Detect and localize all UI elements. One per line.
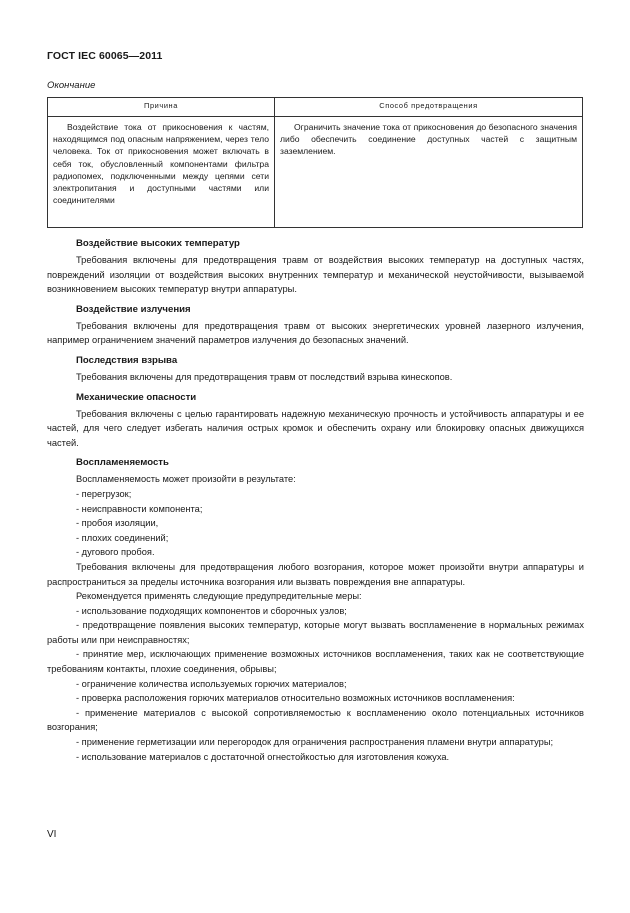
paragraph: Требования включены для предотвращения травм от последствий взрыва кинескопов. xyxy=(76,371,453,382)
section-heading-explosion: Последствия взрыва xyxy=(76,354,178,366)
list-item: - дугового пробоя. xyxy=(76,547,155,558)
table-cell-cause: Воздействие тока от прикосновения к частям, находящимся под опасным напряжением, через тело человека. Ток от прикосновения может включать в себя ток, обусловленный компонентами фильтра радиопомех, подключенными между цепями сети электропитания и доступными частями или соединителями xyxy=(48,117,275,228)
list-item: - применение материалов с высокой сопротивляемостью к воспламенению около потенциальных источников возгорания; xyxy=(47,707,584,733)
table-row xyxy=(48,117,583,228)
list-item: - неисправности компонента; xyxy=(76,503,203,514)
list-item: - использование подходящих компонентов и сборочных узлов; xyxy=(76,605,347,616)
document-header: ГОСТ IEC 60065—2011 xyxy=(47,50,163,62)
paragraph: Требования включены с целью гарантировать надежную механическую прочность и устойчивость аппаратуры и ее частей, для чего следует избегать наличия острых кромок и обеспечить охрану или блокировку опасных движущихся частей. xyxy=(47,408,584,448)
column-header-cause: Причина xyxy=(48,98,275,117)
list-item: - принятие мер, исключающих применение возможных источников воспламенения, таких как не соответствующие требованиям контакты, плохие соединения, обрывы; xyxy=(47,649,584,675)
section-heading-radiation: Воздействие излучения xyxy=(76,303,191,315)
list-item: - проверка расположения горючих материалов относительно возможных источников воспламенения: xyxy=(76,693,515,704)
section-heading-high-temp: Воздействие высоких температур xyxy=(76,238,240,249)
section-heading-flammability: Воспламеняемость xyxy=(76,457,169,469)
list-item: - применение герметизации или перегородок для ограничения распространения пламени внутри аппаратуры; xyxy=(76,737,554,748)
paragraph: Требования включены для предотвращения травм от воздействия высоких температур на доступных частях, повреждений изоляции от воздействия высоких внутренних температур и механической неустойчивости, вызываемой возникновением высоких температур внутри аппаратуры. xyxy=(47,255,584,295)
page-number: VI xyxy=(47,829,57,840)
table-continuation-label: Окончание xyxy=(47,80,96,91)
list-item: - пробоя изоляции, xyxy=(76,518,159,529)
paragraph: Требования включены для предотвращения любого возгорания, которое может произойти внутри аппаратуры и распространиться за пределы источника возгорания или вызвать повреждения вне аппаратуры. xyxy=(47,561,584,587)
document-body xyxy=(47,236,584,764)
list-item: - ограничение количества используемых горючих материалов; xyxy=(76,678,347,689)
column-header-prevention: Способ предотвращения xyxy=(275,98,583,117)
list-item: - использование материалов с достаточной огнестойкостью для изготовления кожуха. xyxy=(76,751,450,762)
list-item: - плохих соединений; xyxy=(76,532,169,543)
list-item: - предотвращение появления высоких температур, которые могут вызвать воспламенение в нормальных режимах работы или при неисправностях; xyxy=(47,620,584,645)
section-heading-mechanical: Механические опасности xyxy=(76,391,197,403)
table-cell-prevention: Ограничить значение тока от прикосновения до безопасного значения либо обеспечить соединение доступных частей с защитным заземлением. xyxy=(275,117,583,228)
paragraph: Воспламеняемость может произойти в результате: xyxy=(76,474,296,485)
list-item: - перегрузок; xyxy=(76,488,132,499)
hazards-table xyxy=(47,97,583,228)
table-header-row xyxy=(48,98,583,117)
paragraph: Рекомендуется применять следующие предупредительные меры: xyxy=(76,591,362,602)
paragraph: Требования включены для предотвращения травм от высоких энергетических уровней лазерного излучения, например ограничением значений параметров излучения до безопасных значений. xyxy=(47,320,584,346)
